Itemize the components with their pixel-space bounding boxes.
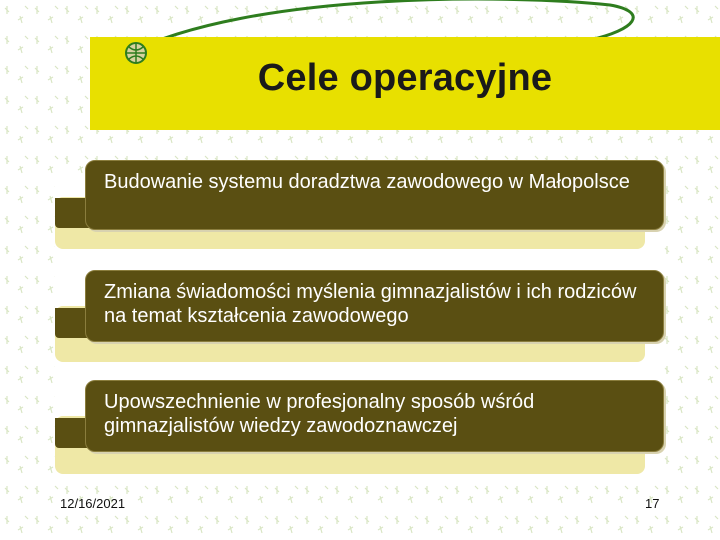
objective-text-1: Budowanie systemu doradztwa zawodowego w Małopolsce bbox=[104, 171, 630, 193]
slide-date: 12/16/2021 bbox=[60, 496, 126, 511]
page-number: 17 bbox=[645, 496, 660, 511]
objective-text-3: Upowszechnienie w profesjonalny sposób wśród gimnazjalistów wiedzy zawodoznawczej bbox=[104, 391, 535, 437]
objective-card-3 bbox=[85, 380, 664, 452]
objective-card-1 bbox=[85, 160, 664, 230]
objective-card-2 bbox=[85, 270, 664, 342]
slide-title: Cele operacyjne bbox=[257, 57, 553, 99]
objective-text-2: Zmiana świadomości myślenia gimnazjalistów i ich rodziców na temat kształcenia zawodowego bbox=[104, 281, 637, 327]
